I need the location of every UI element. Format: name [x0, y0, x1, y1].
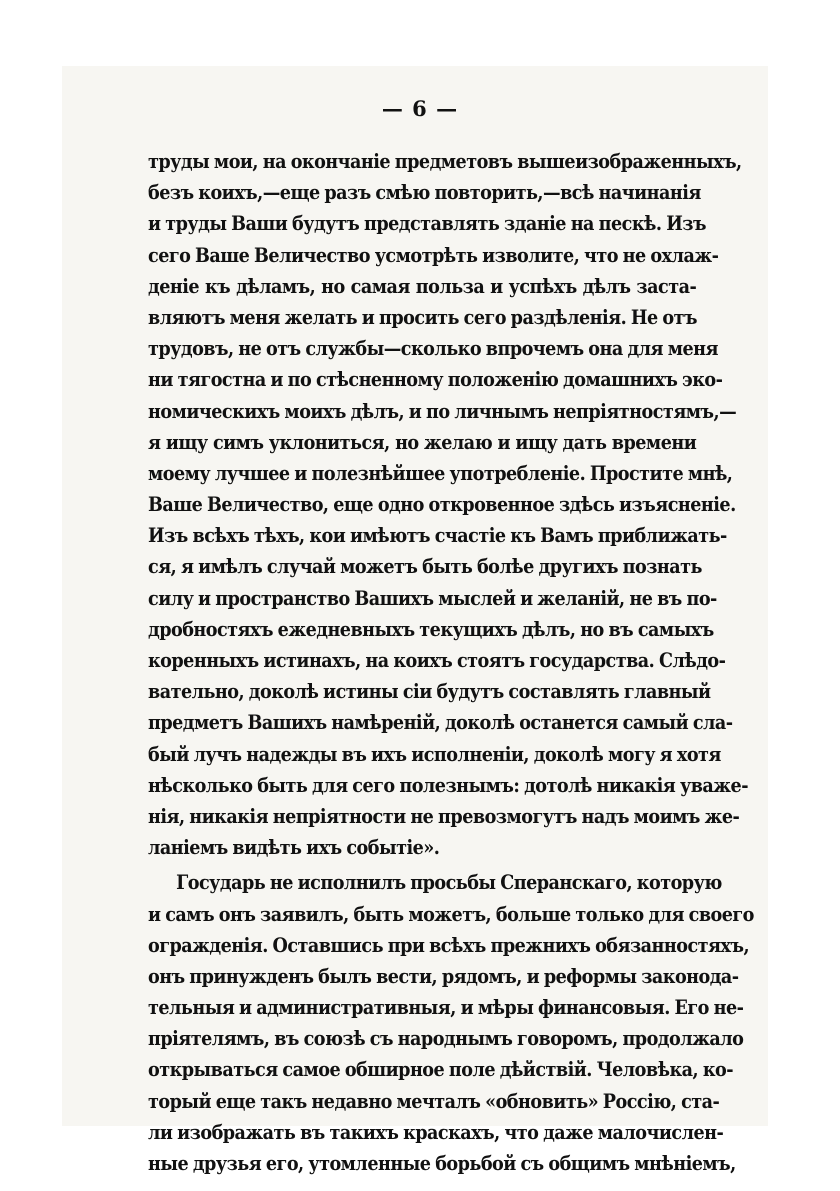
text-line: и самъ онъ заявилъ, быть можетъ, больше только для своего [148, 901, 754, 926]
text-line: ланіемъ видѣть ихъ событіе». [148, 835, 440, 860]
text-line: Государь не исполнилъ просьбы Сперанскаго, которую [176, 870, 722, 895]
text-line: открываться самое обширное поле дѣйствій. Человѣка, ко- [148, 1057, 733, 1082]
text-line: торый еще такъ недавно мечталъ «обновить» Россію, ста- [148, 1088, 720, 1113]
text-line: предметъ Вашихъ намѣреній, доколѣ останется самый сла- [148, 710, 733, 735]
text-line: ся, я имѣлъ случай можетъ быть болѣе другихъ познать [148, 554, 702, 579]
paragraph-2 [148, 867, 754, 1179]
text-line: Изъ всѣхъ тѣхъ, кои имѣютъ счастіе къ Вамъ приближать- [148, 523, 727, 548]
text-line: ни тягостна и по стѣсненному положенію домашнихъ эко- [148, 367, 723, 392]
text-line: силу и пространство Вашихъ мыслей и желаній, не въ по- [148, 585, 717, 610]
text-line: труды мои, на окончаніе предметовъ вышеизображенныхъ, [148, 149, 742, 173]
text-line: вляютъ меня желать и просить сего раздѣленія. Не отъ [148, 304, 697, 329]
text-line: нѣсколько быть для сего полезнымъ: дотолѣ никакія уваже- [148, 772, 749, 797]
paragraph-1 [148, 146, 749, 863]
text-line: вательно, доколѣ истины сіи будутъ составлять главный [148, 679, 711, 704]
text-line: ли изображать въ такихъ краскахъ, что даже малочислен- [148, 1119, 724, 1144]
text-line: безъ коихъ,—еще разъ смѣю повторить,—всѣ начинанія [148, 180, 701, 205]
text-line: Ваше Величество, еще одно откровенное здѣсь изъясненіе. [148, 492, 736, 517]
text-line: бый лучъ надежды въ ихъ исполненіи, доколѣ могу я хотя [148, 741, 721, 766]
text-line: дробностяхъ ежедневныхъ текущихъ дѣлъ, но въ самыхъ [148, 616, 714, 641]
text-line: коренныхъ истинахъ, на коихъ стоятъ государства. Слѣдо- [148, 648, 726, 672]
text-line: пріятелямъ, въ союзѣ съ народнымъ говоромъ, продолжало [148, 1026, 744, 1051]
text-line: огражденія. Оставшись при всѣхъ прежнихъ обязанностяхъ, [148, 932, 750, 957]
text-line: номическихъ моихъ дѣлъ, и по личнымъ непріятностямъ,— [148, 398, 737, 423]
text-line: моему лучшее и полезнѣйшее употребленіе. Простите мнѣ, [148, 460, 733, 485]
text-line: трудовъ, не отъ службы—сколько впрочемъ она для меня [148, 336, 718, 361]
text-line: тельныя и административныя, и мѣры финансовыя. Его не- [148, 995, 744, 1020]
text-line: сего Ваше Величество усмотрѣть изволите, что не охлаж- [148, 242, 719, 267]
text-line: онъ принужденъ былъ вести, рядомъ, и реформы законода- [148, 963, 739, 988]
body-text [148, 146, 754, 1179]
text-line: деніе къ дѣламъ, но самая польза и успѣхъ дѣлъ заста- [148, 273, 697, 298]
text-line: ные друзья его, утомленные борьбой съ общимъ мнѣніемъ, [148, 1151, 736, 1175]
page-number: — 6 — [381, 96, 459, 121]
text-line: я ищу симъ уклониться, но желаю и ищу дать времени [148, 429, 697, 454]
text-line: нія, никакія непріятности не превозмогутъ надъ моимъ же- [148, 803, 740, 828]
text-line: и труды Ваши будутъ представлять зданіе на пескѣ. Изъ [148, 211, 706, 236]
